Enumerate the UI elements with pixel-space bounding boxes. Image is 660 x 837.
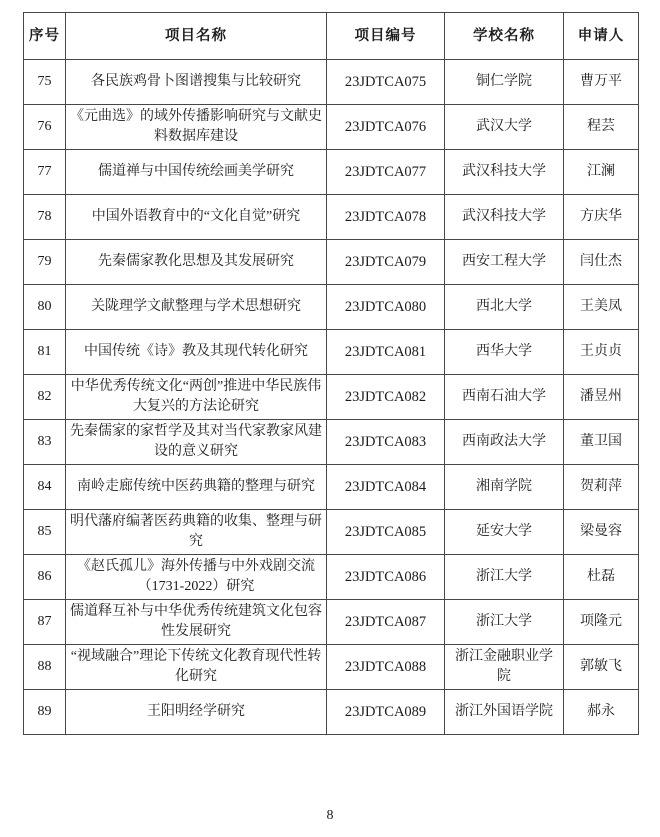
cell-no: 75	[24, 60, 66, 105]
cell-project-code: 23JDTCA088	[327, 645, 445, 690]
cell-school: 铜仁学院	[445, 60, 564, 105]
cell-school: 西南石油大学	[445, 375, 564, 420]
cell-project-name: “视域融合”理论下传统文化教育现代性转化研究	[66, 645, 327, 690]
cell-project-code: 23JDTCA087	[327, 600, 445, 645]
cell-project-code: 23JDTCA077	[327, 150, 445, 195]
table-row	[24, 105, 639, 150]
cell-project-code: 23JDTCA086	[327, 555, 445, 600]
cell-school: 浙江金融职业学院	[445, 645, 564, 690]
table-row	[24, 645, 639, 690]
cell-no: 81	[24, 330, 66, 375]
table-row	[24, 465, 639, 510]
cell-project-name: 关陇理学文献整理与学术思想研究	[66, 285, 327, 330]
cell-project-code: 23JDTCA080	[327, 285, 445, 330]
header-no: 序号	[24, 13, 66, 60]
cell-school: 延安大学	[445, 510, 564, 555]
cell-project-code: 23JDTCA078	[327, 195, 445, 240]
cell-school: 西南政法大学	[445, 420, 564, 465]
cell-school: 湘南学院	[445, 465, 564, 510]
table-row	[24, 195, 639, 240]
cell-applicant: 方庆华	[564, 195, 639, 240]
cell-no: 76	[24, 105, 66, 150]
cell-no: 86	[24, 555, 66, 600]
header-project-code: 项目编号	[327, 13, 445, 60]
cell-project-name: 南岭走廊传统中医药典籍的整理与研究	[66, 465, 327, 510]
cell-project-name: 王阳明经学研究	[66, 690, 327, 735]
cell-project-name: 中国传统《诗》教及其现代转化研究	[66, 330, 327, 375]
cell-no: 85	[24, 510, 66, 555]
header-project-name: 项目名称	[66, 13, 327, 60]
cell-project-code: 23JDTCA079	[327, 240, 445, 285]
cell-no: 84	[24, 465, 66, 510]
cell-project-name: 中国外语教育中的“文化自觉”研究	[66, 195, 327, 240]
cell-project-name: 各民族鸡骨卜图谱搜集与比较研究	[66, 60, 327, 105]
cell-school: 浙江外国语学院	[445, 690, 564, 735]
table-row	[24, 510, 639, 555]
table-row	[24, 330, 639, 375]
cell-no: 82	[24, 375, 66, 420]
cell-applicant: 闫仕杰	[564, 240, 639, 285]
table-body	[24, 60, 639, 735]
cell-school: 武汉大学	[445, 105, 564, 150]
cell-no: 80	[24, 285, 66, 330]
cell-school: 西北大学	[445, 285, 564, 330]
cell-applicant: 贺莉萍	[564, 465, 639, 510]
cell-applicant: 董卫国	[564, 420, 639, 465]
cell-project-name: 先秦儒家教化思想及其发展研究	[66, 240, 327, 285]
table-row	[24, 420, 639, 465]
header-school: 学校名称	[445, 13, 564, 60]
table-row	[24, 555, 639, 600]
cell-applicant: 程芸	[564, 105, 639, 150]
cell-project-name: 中华优秀传统文化“两创”推进中华民族伟大复兴的方法论研究	[66, 375, 327, 420]
cell-school: 武汉科技大学	[445, 150, 564, 195]
cell-school: 浙江大学	[445, 555, 564, 600]
cell-no: 89	[24, 690, 66, 735]
cell-applicant: 江澜	[564, 150, 639, 195]
table-row	[24, 60, 639, 105]
cell-project-name: 《元曲选》的域外传播影响研究与文献史料数据库建设	[66, 105, 327, 150]
cell-project-name: 明代藩府编著医药典籍的收集、整理与研究	[66, 510, 327, 555]
cell-school: 浙江大学	[445, 600, 564, 645]
cell-project-name: 先秦儒家的家哲学及其对当代家教家风建设的意义研究	[66, 420, 327, 465]
cell-project-name: 儒道释互补与中华优秀传统建筑文化包容性发展研究	[66, 600, 327, 645]
cell-school: 西安工程大学	[445, 240, 564, 285]
table-row	[24, 690, 639, 735]
cell-project-code: 23JDTCA085	[327, 510, 445, 555]
cell-project-name: 儒道禅与中国传统绘画美学研究	[66, 150, 327, 195]
cell-no: 77	[24, 150, 66, 195]
cell-project-code: 23JDTCA081	[327, 330, 445, 375]
cell-no: 88	[24, 645, 66, 690]
table-row	[24, 600, 639, 645]
cell-applicant: 项隆元	[564, 600, 639, 645]
cell-applicant: 杜磊	[564, 555, 639, 600]
page-number: 8	[326, 808, 334, 823]
cell-school: 西华大学	[445, 330, 564, 375]
header-row	[24, 13, 639, 60]
projects-table	[23, 12, 639, 735]
cell-school: 武汉科技大学	[445, 195, 564, 240]
table-row	[24, 150, 639, 195]
cell-applicant: 郝永	[564, 690, 639, 735]
cell-project-code: 23JDTCA076	[327, 105, 445, 150]
table-row	[24, 285, 639, 330]
cell-applicant: 王贞贞	[564, 330, 639, 375]
cell-no: 83	[24, 420, 66, 465]
cell-applicant: 潘昱州	[564, 375, 639, 420]
cell-project-name: 《赵氏孤儿》海外传播与中外戏剧交流（1731-2022）研究	[66, 555, 327, 600]
cell-project-code: 23JDTCA083	[327, 420, 445, 465]
table-row	[24, 375, 639, 420]
cell-no: 78	[24, 195, 66, 240]
table-row	[24, 240, 639, 285]
cell-project-code: 23JDTCA084	[327, 465, 445, 510]
cell-no: 79	[24, 240, 66, 285]
cell-applicant: 梁曼容	[564, 510, 639, 555]
cell-no: 87	[24, 600, 66, 645]
cell-project-code: 23JDTCA089	[327, 690, 445, 735]
cell-applicant: 郭敏飞	[564, 645, 639, 690]
cell-applicant: 王美凤	[564, 285, 639, 330]
cell-project-code: 23JDTCA082	[327, 375, 445, 420]
cell-applicant: 曹万平	[564, 60, 639, 105]
header-applicant: 申请人	[564, 13, 639, 60]
cell-project-code: 23JDTCA075	[327, 60, 445, 105]
